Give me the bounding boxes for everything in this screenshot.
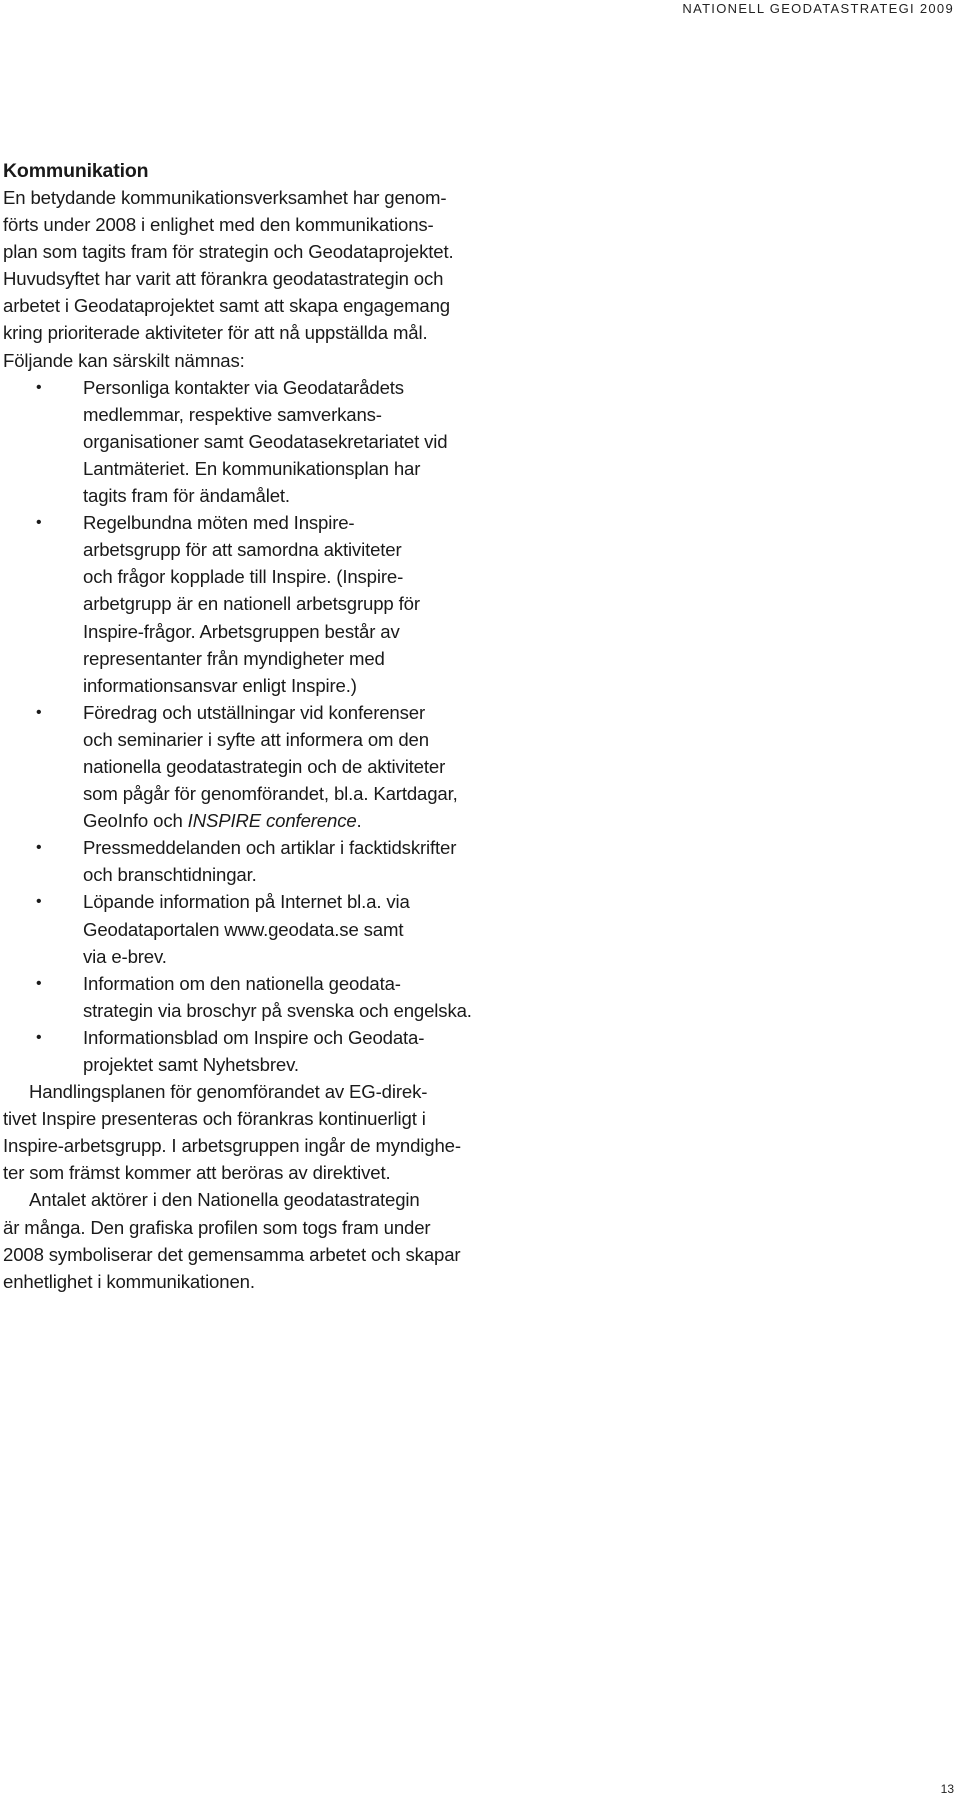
text-line: medlemmar, respektive samverkans- — [83, 403, 382, 425]
bullet-icon: • — [36, 839, 42, 857]
bullet-icon: • — [36, 378, 42, 396]
text-line: Föredrag och utställningar vid konferenser — [83, 701, 426, 723]
text-line: Huvudsyftet har varit att förankra geodatastrategin och — [3, 268, 444, 290]
text-line: via e-brev. — [83, 945, 167, 967]
list-item — [3, 970, 473, 1024]
text-line: förts under 2008 i enlighet med den kommunikations- — [3, 214, 434, 236]
running-header: NATIONELL GEODATASTRATEGI 2009 — [682, 1, 954, 16]
text-line: tagits fram för ändamålet. — [83, 485, 290, 507]
text-line: nationella geodatastrategin och de aktiviteter — [83, 755, 446, 777]
text-line: organisationer samt Geodatasekretariatet vid — [83, 430, 448, 452]
text-line: som pågår för genomförandet, bl.a. Kartdagar, — [83, 783, 458, 805]
text-line: representanter från myndigheter med — [83, 647, 385, 669]
section-heading: Kommunikation — [3, 160, 149, 182]
text-line: projektet samt Nyhetsbrev. — [83, 1054, 299, 1075]
text-line: 2008 symboliserar det gemensamma arbetet och skapar — [3, 1243, 461, 1265]
text-line: Pressmeddelanden och artiklar i facktidskrifter — [83, 837, 457, 859]
bullet-icon: • — [36, 703, 42, 721]
list-item — [3, 888, 473, 969]
text-line: arbetet i Geodataprojektet samt att skapa engagemang — [3, 295, 451, 317]
intro-paragraph — [3, 184, 473, 374]
text-line — [83, 807, 473, 834]
text-line: och seminarier i syfte att informera om den — [83, 728, 429, 750]
list-item — [3, 509, 473, 699]
text-line: och branschtidningar. — [83, 864, 257, 886]
text-line: Inspire-frågor. Arbetsgruppen består av — [83, 620, 400, 642]
bullet-icon: • — [36, 514, 42, 532]
text-line: Lantmäteriet. En kommunikationsplan har — [83, 457, 421, 479]
text-line: Löpande information på Internet bl.a. via — [83, 891, 410, 913]
paragraph-aktorer — [3, 1186, 473, 1294]
text-segment: GeoInfo och — [83, 810, 188, 832]
text-line: Handlingsplanen för genomförandet av EG-direk- — [29, 1081, 428, 1103]
text-line: Inspire-arbetsgrupp. I arbetsgruppen ingår de myndighe- — [3, 1135, 461, 1157]
text-line: ter som främst kommer att beröras av direktivet. — [3, 1162, 391, 1184]
text-line: Personliga kontakter via Geodatarådets — [83, 376, 404, 398]
list-item — [3, 1024, 473, 1078]
text-line: enhetlighet i kommunikationen. — [3, 1270, 255, 1292]
paragraph-handlingsplan — [3, 1078, 473, 1186]
conference-name: INSPIRE conference — [187, 810, 357, 832]
text-segment: . — [356, 810, 362, 832]
text-line: är många. Den grafiska profilen som togs fram under — [3, 1216, 431, 1238]
text-line: plan som tagits fram för strategin och Geodataprojektet. — [3, 241, 454, 263]
text-line: och frågor kopplade till Inspire. (Inspire- — [83, 566, 404, 588]
bullet-icon: • — [36, 1028, 42, 1046]
text-line: Regelbundna möten med Inspire- — [83, 512, 355, 534]
text-line: arbetgrupp är en nationell arbetsgrupp för — [83, 593, 420, 615]
bullet-icon: • — [36, 974, 42, 992]
text-line: Följande kan särskilt nämnas: — [3, 349, 245, 371]
list-item — [3, 374, 473, 509]
text-line: En betydande kommunikationsverksamhet har genom- — [3, 187, 447, 208]
text-line: arbetsgrupp för att samordna aktiviteter — [83, 539, 402, 561]
article — [3, 158, 473, 1295]
bullet-list — [3, 374, 473, 1078]
text-line: Geodataportalen www.geodata.se samt — [83, 918, 404, 940]
text-line: Informationsblad om Inspire och Geodata- — [83, 1026, 425, 1048]
text-line: tivet Inspire presenteras och förankras kontinuerligt i — [3, 1108, 426, 1130]
list-item — [3, 699, 473, 834]
text-line: Information om den nationella geodata- — [83, 972, 401, 994]
bullet-icon: • — [36, 893, 42, 911]
text-line: Antalet aktörer i den Nationella geodatastrategin — [29, 1189, 420, 1211]
text-line: strategin via broschyr på svenska och engelska. — [83, 999, 472, 1021]
text-line: informationsansvar enligt Inspire.) — [83, 674, 357, 696]
page-number: 13 — [940, 1782, 954, 1796]
text-line: kring prioriterade aktiviteter för att nå uppställda mål. — [3, 322, 428, 344]
list-item — [3, 834, 473, 888]
